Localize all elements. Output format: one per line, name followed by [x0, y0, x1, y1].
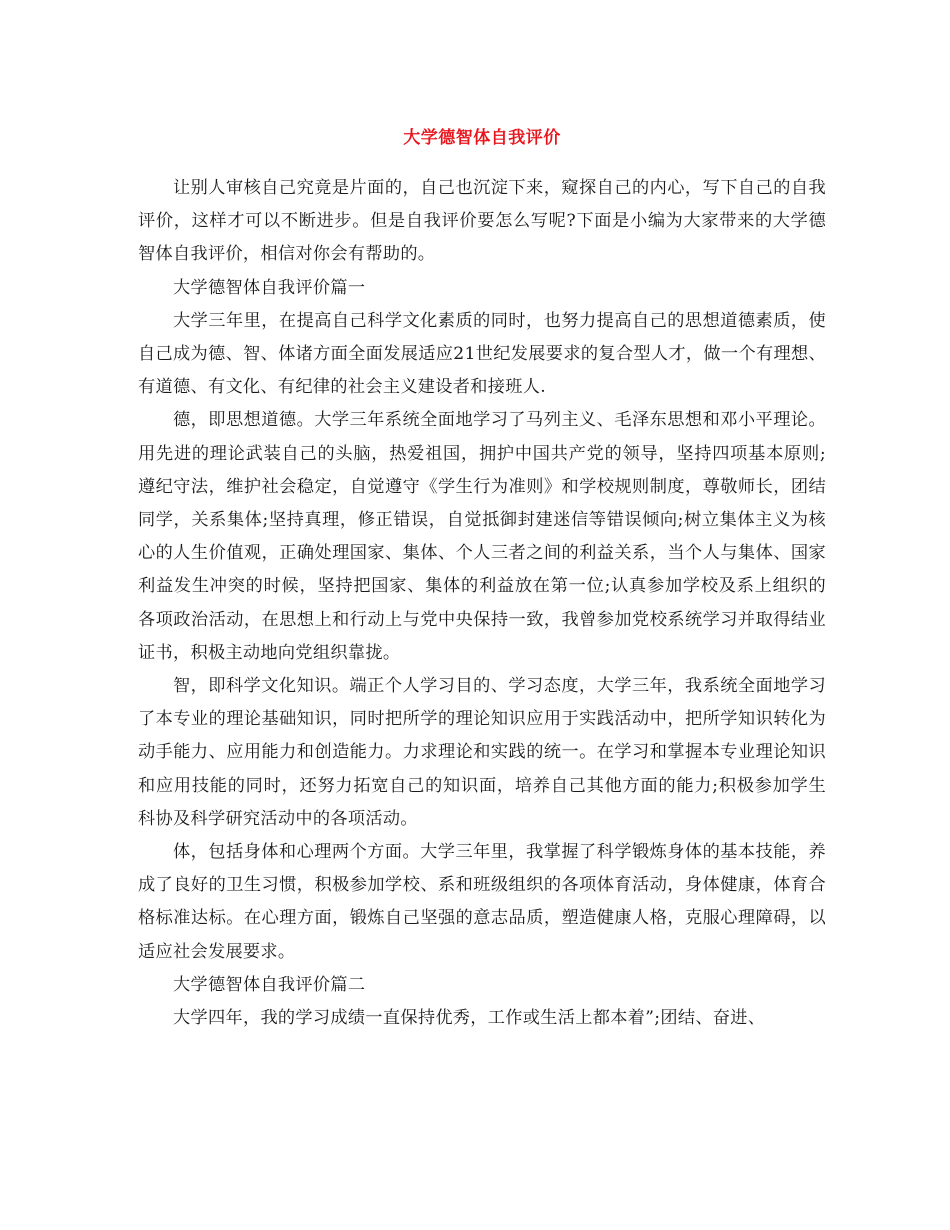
section-heading-1: 大学德智体自我评价篇一 [173, 277, 366, 298]
body-paragraph: 大学三年里，在提高自己科学文化素质的同时，也努力提高自己的思想道德素质，使自己成为德、智、体诸方面全面发展适应21世纪发展要求的复合型人才，做一个有理想、有道德、有文化、有纪律的社会主义建设者和接班人. [138, 310, 826, 398]
body-paragraph: 德，即思想道德。大学三年系统全面地学习了马列主义、毛泽东思想和邓小平理论。用先进的理论武装自己的头脑，热爱祖国，拥护中国共产党的领导，坚持四项基本原则;遵纪守法，维护社会稳定，自觉遵守《学生行为准则》和学校规则制度，尊敬师长，团结同学，关系集体;坚持真理，修正错误，自觉抵御封建迷信等错误倾向;树立集体主义为核心的人生价值观，正确处理国家、集体、个人三者之间的利益关系，当个人与集体、国家利益发生冲突的时候，坚持把国家、集体的利益放在第一位;认真参加学校及系上组织的各项政治活动，在思想上和行动上与党中央保持一致，我曾参加党校系统学习并取得结业证书，积极主动地向党组织靠拢。 [138, 410, 826, 663]
intro-paragraph: 让别人审核自己究竟是片面的，自己也沉淀下来，窥探自己的内心，写下自己的自我评价，这样才可以不断进步。但是自我评价要怎么写呢?下面是小编为大家带来的大学德智体自我评价，相信对你会有帮助的。 [138, 178, 826, 265]
document-page [138, 118, 826, 1035]
body-paragraph: 大学四年，我的学习成绩一直保持优秀，工作或生活上都本着”;团结、奋进、 [173, 1008, 766, 1029]
section-heading-2: 大学德智体自我评价篇二 [173, 974, 366, 995]
body-paragraph: 体，包括身体和心理两个方面。大学三年里，我掌握了科学锻炼身体的基本技能，养成了良好的卫生习惯，积极参加学校、系和班级组织的各项体育活动，身体健康，体育合格标准达标。在心理方面，锻炼自己坚强的意志品质，塑造健康人格，克服心理障碍，以适应社会发展要求。 [138, 842, 826, 962]
body-paragraph: 智，即科学文化知识。端正个人学习目的、学习态度，大学三年，我系统全面地学习了本专业的理论基础知识，同时把所学的理论知识应用于实践活动中，把所学知识转化为动手能力、应用能力和创造能力。力求理论和实践的统一。在学习和掌握本专业理论知识和应用技能的同时，还努力拓宽自己的知识面，培养自己其他方面的能力;积极参加学生科协及科学研究活动中的各项活动。 [138, 676, 826, 829]
document-title: 大学德智体自我评价 [403, 128, 561, 148]
